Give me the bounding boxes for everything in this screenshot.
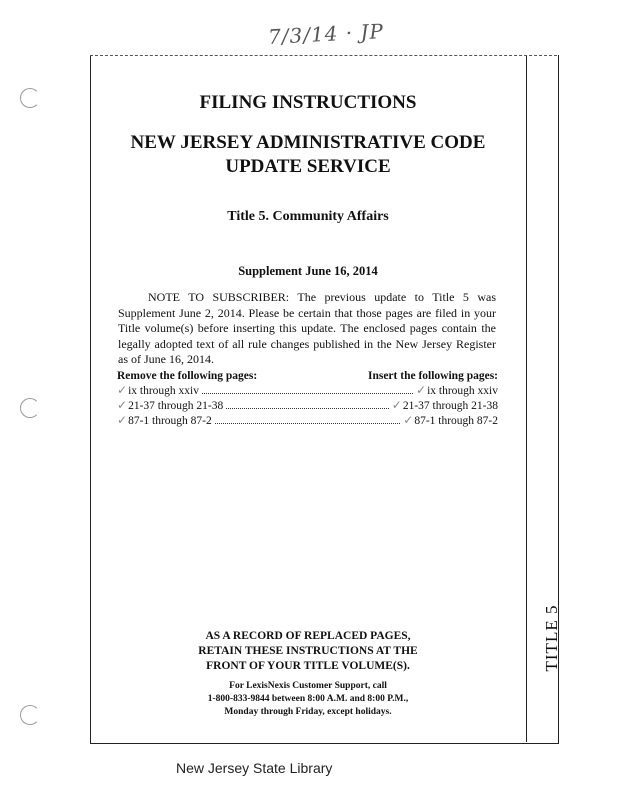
insert-range: 87-1 through 87-2 — [414, 415, 498, 427]
remove-header: Remove the following pages: — [117, 370, 258, 382]
checkmark-icon: ✓ — [117, 413, 128, 427]
checkmark-icon: ✓ — [416, 383, 427, 397]
record-line2: RETAIN THESE INSTRUCTIONS AT THE — [198, 645, 418, 657]
tab-divider — [526, 56, 527, 742]
frame-top-edge — [90, 55, 557, 56]
checkmark-icon: ✓ — [117, 398, 128, 412]
customer-support-info — [90, 680, 526, 719]
insert-header: Insert the following pages: — [367, 370, 498, 382]
remove-range: 87-1 through 87-2 — [128, 415, 212, 427]
supplement-date: Supplement June 16, 2014 — [238, 264, 378, 278]
binder-hole-bottom — [20, 705, 40, 725]
page-list-header — [117, 369, 498, 383]
page-row — [117, 398, 498, 413]
leader-dots — [202, 393, 413, 394]
support-phone-line: 1-800-833-9844 between 8:00 A.M. and 8:00 P.M., — [207, 694, 409, 704]
insert-range: ix through xxiv — [427, 385, 498, 397]
leader-dots — [215, 423, 401, 424]
subscriber-note: NOTE TO SUBSCRIBER: The previous update to Title 5 was Supplement June 2, 2014. Please be certain that those pages are filed in your Title volume(s) before inserting this update. The enclosed pages contain the legally adopted text of all rule changes published in the New Jersey Register as of June 16, 2014. — [118, 290, 496, 366]
code-title-line2: UPDATE SERVICE — [225, 156, 391, 177]
title-subtitle: Title 5. Community Affairs — [227, 209, 389, 224]
page-replacement-list — [117, 369, 498, 428]
remove-range: ix through xxiv — [128, 385, 199, 397]
support-hours-line: Monday through Friday, except holidays. — [224, 707, 392, 717]
title-tab-label: TITLE 5 — [542, 604, 561, 672]
binder-hole-middle — [20, 398, 40, 418]
record-line1: AS A RECORD OF REPLACED PAGES, — [205, 630, 411, 642]
record-line3: FRONT OF YOUR TITLE VOLUME(S). — [206, 660, 410, 672]
filing-instructions-title: FILING INSTRUCTIONS — [199, 92, 417, 113]
code-title-line1: NEW JERSEY ADMINISTRATIVE CODE — [130, 132, 486, 153]
binder-hole-top — [20, 88, 40, 108]
leader-dots — [226, 408, 389, 409]
record-notice — [90, 629, 526, 674]
page-row — [117, 383, 498, 398]
checkmark-icon: ✓ — [403, 413, 414, 427]
insert-range: 21-37 through 21-38 — [402, 400, 498, 412]
checkmark-icon: ✓ — [117, 383, 128, 397]
handwritten-note: 7/3/14 · JP — [267, 18, 385, 50]
remove-range: 21-37 through 21-38 — [128, 400, 224, 412]
support-line1: For LexisNexis Customer Support, call — [229, 681, 387, 691]
checkmark-icon: ✓ — [391, 398, 402, 412]
page-row — [117, 413, 498, 428]
library-stamp: New Jersey State Library — [176, 760, 333, 776]
code-title — [90, 131, 526, 179]
